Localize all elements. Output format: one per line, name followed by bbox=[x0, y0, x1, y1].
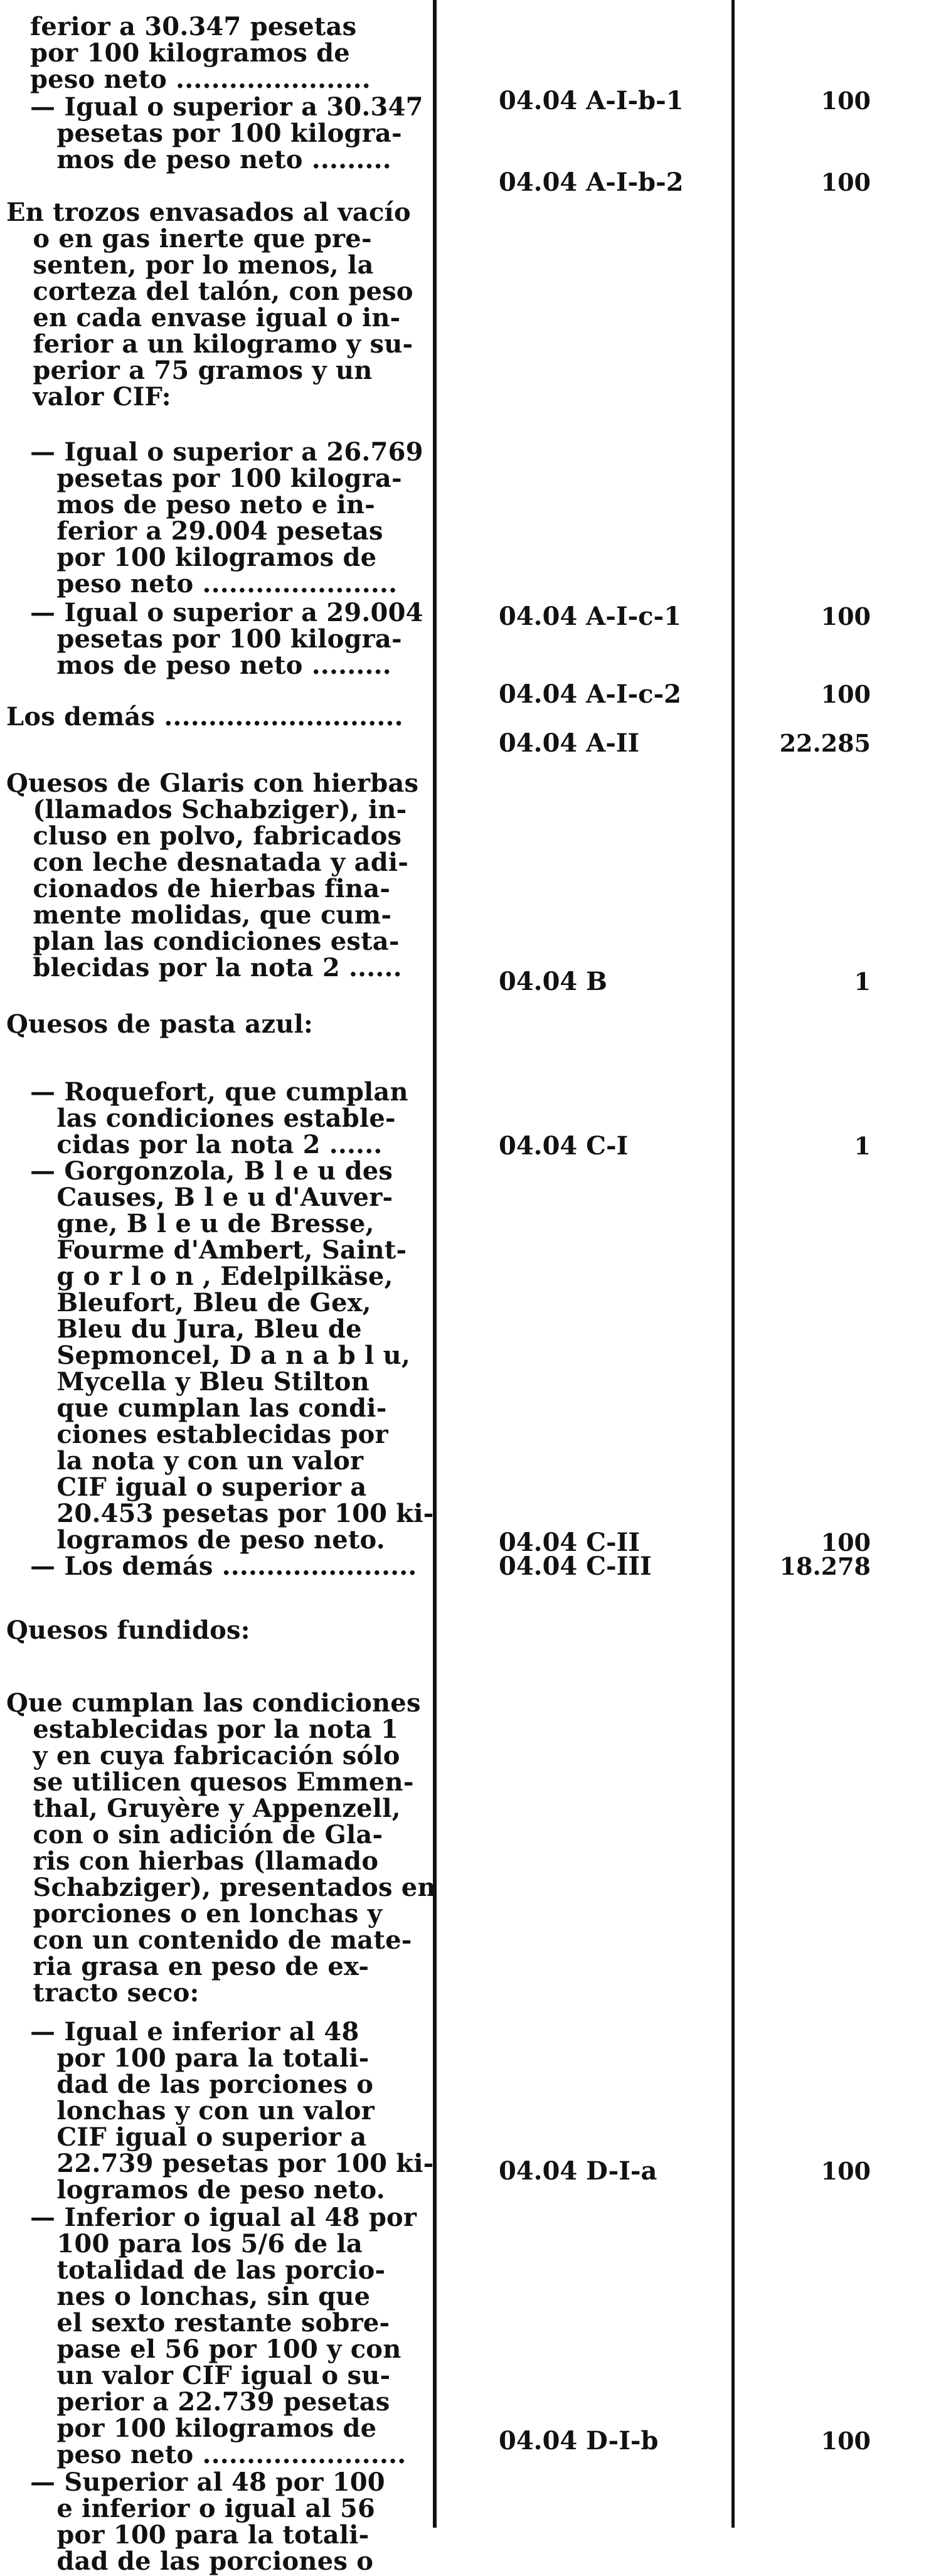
entry-description: En trozos envasados al vacío o en gas inerte que pre- senten, por lo menos, la corteza del talón, con peso en cada envase igual o in- ferior a un kilogramo y su- perior a 75 gramos y un valor CIF: bbox=[6, 198, 413, 412]
duty-value: 22.285 bbox=[779, 729, 871, 757]
section-heading: Quesos fundidos: bbox=[6, 1615, 250, 1645]
entry-description: — Roquefort, que cumplan las condiciones estable- cidas por la nota 2 ...... bbox=[30, 1077, 408, 1159]
tariff-code: 04.04 A-I-c-2 bbox=[499, 679, 681, 709]
duty-value: 100 bbox=[821, 2427, 871, 2455]
tariff-code: 04.04 A-II bbox=[499, 728, 640, 758]
entry-description: ferior a 30.347 pesetas por 100 kilogramos de peso neto ...................... bbox=[30, 12, 371, 94]
entry-description: — Igual o superior a 29.004 pesetas por 100 kilogra- mos de peso neto ......... bbox=[30, 598, 423, 680]
tariff-code: 04.04 C-III bbox=[499, 1551, 652, 1581]
duty-value: 1 bbox=[854, 967, 871, 996]
duty-value: 100 bbox=[821, 602, 871, 631]
entry-description: — Inferior o igual al 48 por 100 para los 5/6 de la totalidad de las porcio- nes o lonchas, sin que el sexto restante sobre- pase el 56 por 100 y con un valor CIF igual o su- perior a 22.739 pesetas por 100 kilogramos de peso neto ....................... bbox=[30, 2203, 417, 2469]
duty-value: 100 bbox=[821, 1528, 871, 1557]
tariff-code: 04.04 B bbox=[499, 967, 607, 996]
tariff-code: 04.04 D-I-b bbox=[499, 2426, 659, 2456]
duty-value: 100 bbox=[821, 168, 871, 196]
duty-value: 100 bbox=[821, 680, 871, 708]
tariff-code: 04.04 A-I-b-2 bbox=[499, 168, 684, 197]
entry-description: Los demás ........................... bbox=[6, 702, 403, 732]
entry-description: Quesos de Glaris con hierbas (llamados Schabziger), in- cluso en polvo, fabricados con leche desnatada y adi- cionados de hierbas fina- mente molidas, que cum- plan las condiciones esta- blecidas por la nota 2 ...... bbox=[6, 769, 419, 982]
entry-description: — Gorgonzola, B l e u des Causes, B l e u d'Auver- gne, B l e u de Bresse, Fourme d'Ambert, Saint- g o r l o n , Edelpilkäse, Bleufort, Bleu de Gex, Bleu du Jura, Bleu de Sepmoncel, D a n a b l u, Mycella y Bleu Stilton que cumplan las condi- ciones establecidas por la nota y con un valor CIF igual o superior a 20.453 pesetas por 100 ki- logramos de peso neto. bbox=[30, 1156, 434, 1555]
entry-description: Que cumplan las condiciones establecidas por la nota 1 y en cuya fabricación sólo se utilicen quesos Emmen- thal, Gruyère y Appenzell, con o sin adición de Gla- ris con hierbas (llamado Schabziger), presentados en porciones o en lonchas y con un contenido de mate- ria grasa en peso de ex- tracto seco: bbox=[6, 1688, 436, 2008]
tariff-code: 04.04 A-I-b-1 bbox=[499, 86, 684, 115]
tariff-code: 04.04 C-II bbox=[499, 1528, 641, 1557]
section-heading: Quesos de pasta azul: bbox=[6, 1009, 313, 1039]
tariff-code: 04.04 D-I-a bbox=[499, 2156, 657, 2186]
entry-description: — Igual e inferior al 48 por 100 para la totali- dad de las porciones o lonchas y con un valor CIF igual o superior a 22.739 pesetas por 100 ki- logramos de peso neto. bbox=[30, 2017, 434, 2205]
column-rule-right bbox=[731, 0, 735, 2528]
tariff-code: 04.04 A-I-c-1 bbox=[499, 602, 681, 631]
entry-description: — Igual o superior a 30.347 pesetas por 100 kilogra- mos de peso neto ......... bbox=[30, 92, 423, 174]
tariff-code: 04.04 C-I bbox=[499, 1131, 629, 1161]
duty-value: 1 bbox=[854, 1132, 871, 1160]
entry-description: — Igual o superior a 26.769 pesetas por 100 kilogra- mos de peso neto e in- ferior a 29.004 pesetas por 100 kilogramos de peso neto ...................... bbox=[30, 437, 423, 599]
duty-value: 18.278 bbox=[779, 1552, 871, 1580]
duty-value: 100 bbox=[821, 87, 871, 115]
entry-description: — Los demás ...................... bbox=[30, 1551, 417, 1581]
duty-value: 100 bbox=[821, 2157, 871, 2185]
entry-description: — Superior al 48 por 100 e inferior o igual al 56 por 100 para la totali- dad de las porciones o bbox=[30, 2467, 385, 2576]
